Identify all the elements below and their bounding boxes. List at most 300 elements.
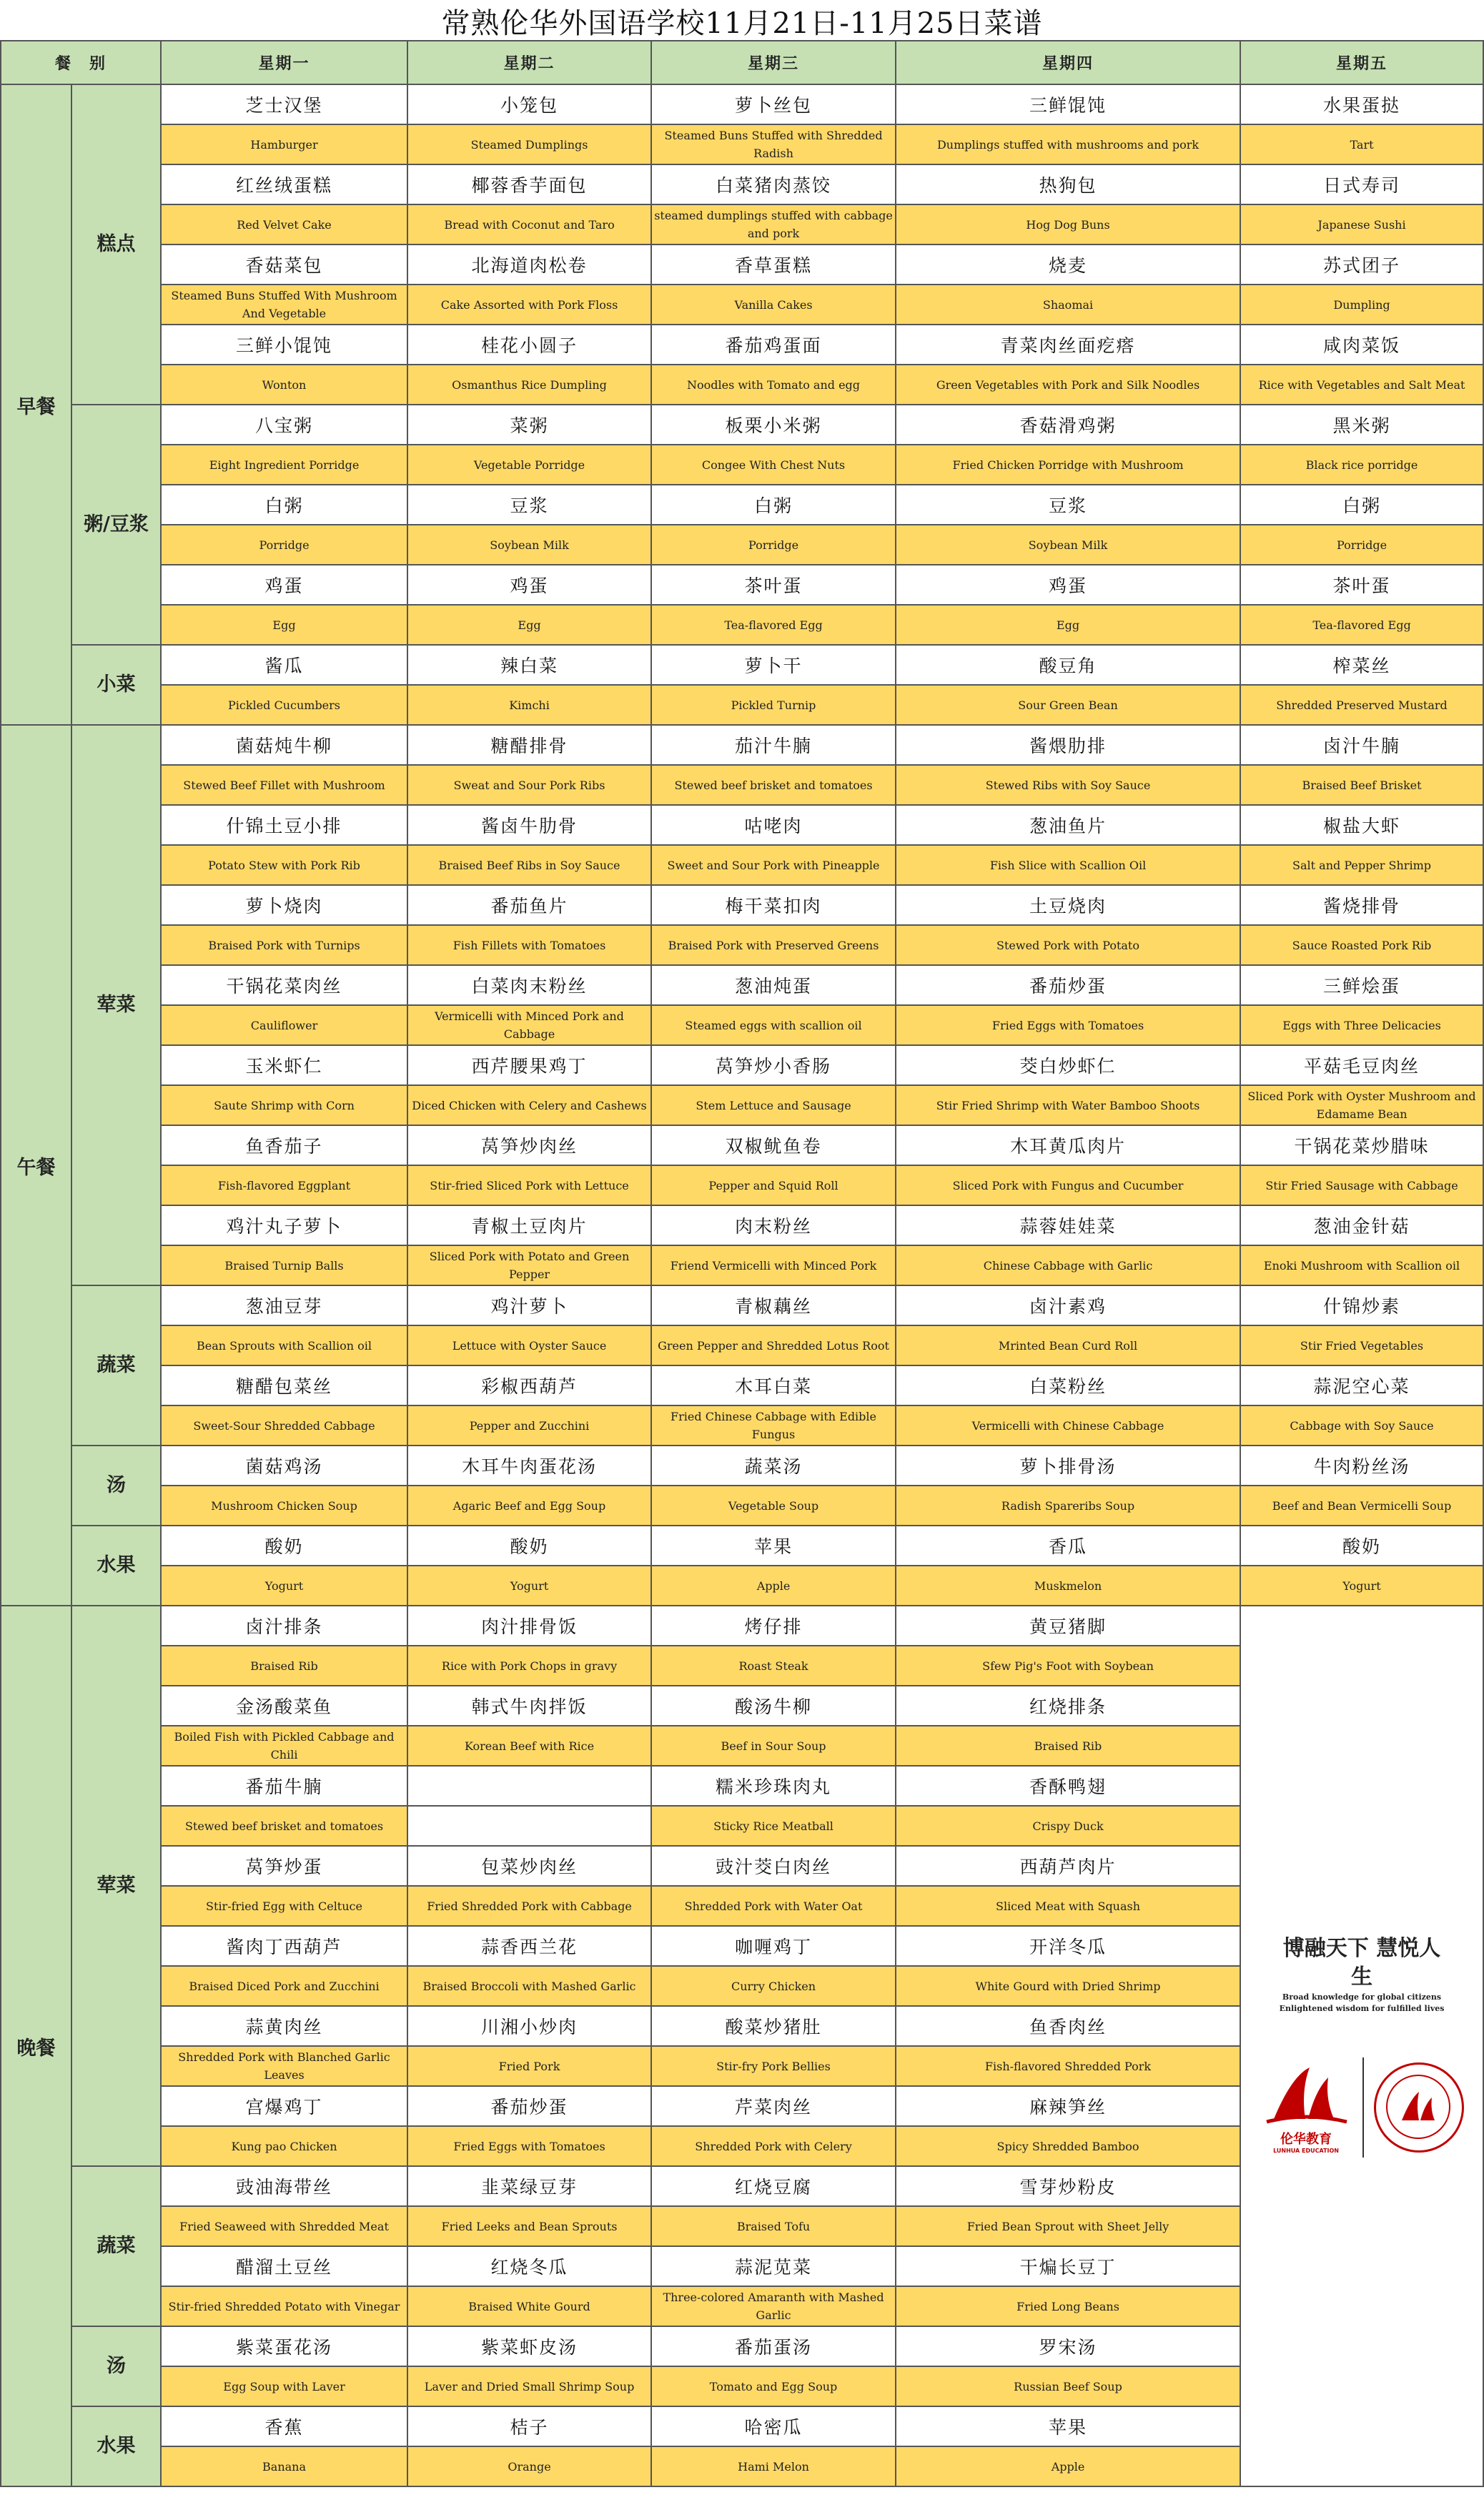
- dish-name-cn: 鸡蛋: [896, 565, 1240, 605]
- dish-name-cn: 木耳牛肉蛋花汤: [407, 1446, 651, 1486]
- menu-row-cn: [1, 244, 1483, 285]
- dish-name-cn: 梅干菜扣肉: [651, 885, 896, 925]
- dish-name-en: Stewed beef brisket and tomatoes: [161, 1806, 407, 1846]
- dish-name-cn: 北海道肉松卷: [407, 244, 651, 285]
- dish-name-en: Cabbage with Soy Sauce: [1240, 1405, 1483, 1446]
- dish-name-cn: 红烧豆腐: [651, 2166, 896, 2206]
- dish-name-en: Fish Slice with Scallion Oil: [896, 845, 1240, 885]
- dish-name-cn: 韩式牛肉拌饭: [407, 1686, 651, 1726]
- dish-name-en: Fried Long Beans: [896, 2286, 1240, 2326]
- menu-row-en: [1, 285, 1483, 325]
- dish-name-en: Egg Soup with Laver: [161, 2366, 407, 2406]
- dish-name-cn: 西芹腰果鸡丁: [407, 1045, 651, 1085]
- dish-name-en: Salt and Pepper Shrimp: [1240, 845, 1483, 885]
- dish-name-en: Sliced Pork with Potato and Green Pepper: [407, 1245, 651, 1285]
- dish-name-en: White Gourd with Dried Shrimp: [896, 1966, 1240, 2006]
- dish-name-en: Yogurt: [407, 1566, 651, 1606]
- dish-name-cn: 红丝绒蛋糕: [161, 164, 407, 204]
- dish-name-cn: 鸡汁萝卜: [407, 1285, 651, 1325]
- brand-name-cn: 伦华教育: [1280, 2131, 1332, 2147]
- dish-name-cn: 白粥: [161, 485, 407, 525]
- dish-name-en: Eggs with Three Delicacies: [1240, 1005, 1483, 1045]
- dish-name-en: Saute Shrimp with Corn: [161, 1085, 407, 1125]
- dish-name-en: Vermicelli with Minced Pork and Cabbage: [407, 1005, 651, 1045]
- dish-name-cn: 茶叶蛋: [651, 565, 896, 605]
- dish-name-cn: 酱瓜: [161, 645, 407, 685]
- header-row: [1, 41, 1483, 84]
- dish-name-cn: 芝士汉堡: [161, 84, 407, 124]
- dish-name-cn: 莴笋炒小香肠: [651, 1045, 896, 1085]
- menu-row-en: [1, 1085, 1483, 1125]
- dish-name-en: Radish Spareribs Soup: [896, 1486, 1240, 1526]
- dish-name-en: Fried Leeks and Bean Sprouts: [407, 2206, 651, 2246]
- dish-name-cn: 辣白菜: [407, 645, 651, 685]
- dish-name-cn: 蒜黄肉丝: [161, 2006, 407, 2046]
- logo-block: [1242, 2057, 1481, 2158]
- dish-name-cn: 糖醋排骨: [407, 725, 651, 765]
- dish-name-cn: 香瓜: [896, 1526, 1240, 1566]
- dish-name-cn: 葱油豆芽: [161, 1285, 407, 1325]
- header-meal-label: 餐 别: [1, 41, 161, 84]
- dish-name-cn: 酸菜炒猪肚: [651, 2006, 896, 2046]
- dish-name-en: Black rice porridge: [1240, 445, 1483, 485]
- dish-name-cn: 香蕉: [161, 2406, 407, 2446]
- dish-name-en: steamed dumplings stuffed with cabbage and pork: [651, 204, 896, 244]
- dish-name-cn: 宫爆鸡丁: [161, 2086, 407, 2126]
- logo-divider: [1362, 2057, 1364, 2158]
- dish-name-cn: 蒜泥苋菜: [651, 2246, 896, 2286]
- dish-name-en: Japanese Sushi: [1240, 204, 1483, 244]
- dish-name-en: Sliced Meat with Squash: [896, 1886, 1240, 1926]
- dish-name-cn: 三鲜小馄饨: [161, 325, 407, 365]
- dish-name-cn: 萝卜干: [651, 645, 896, 685]
- dish-name-cn: 酱烧排骨: [1240, 885, 1483, 925]
- dish-name-en: Fish-flavored Shredded Pork: [896, 2046, 1240, 2086]
- dish-name-cn: 木耳白菜: [651, 1365, 896, 1405]
- dish-name-cn: 莴笋炒蛋: [161, 1846, 407, 1886]
- dish-name-en: Stir Fried Vegetables: [1240, 1325, 1483, 1365]
- dish-name-en: Kimchi: [407, 685, 651, 725]
- menu-row-en: [1, 1486, 1483, 1526]
- dish-name-cn: 肉末粉丝: [651, 1205, 896, 1245]
- slogan-en-2: Enlightened wisdom for fulfilled lives: [1279, 2004, 1445, 2013]
- dish-name-cn: 什锦土豆小排: [161, 805, 407, 845]
- dish-name-en: Sliced Pork with Oyster Mushroom and Edamame Bean: [1240, 1085, 1483, 1125]
- dish-name-cn: 番茄炒蛋: [407, 2086, 651, 2126]
- dish-name-en: Egg: [161, 605, 407, 645]
- dish-name-cn: 肉汁排骨饭: [407, 1606, 651, 1646]
- dish-name-cn: 彩椒西葫芦: [407, 1365, 651, 1405]
- dish-name-en: Hamburger: [161, 124, 407, 164]
- dish-name-cn: 鸡蛋: [161, 565, 407, 605]
- menu-row-cn: [1, 645, 1483, 685]
- dish-name-en: Wonton: [161, 365, 407, 405]
- dish-name-en: Braised Rib: [161, 1646, 407, 1686]
- category-label: 汤: [71, 1446, 161, 1526]
- dish-name-cn: 白菜猪肉蒸饺: [651, 164, 896, 204]
- dish-name-en: Dumpling: [1240, 285, 1483, 325]
- dish-name-en: Sfew Pig's Foot with Soybean: [896, 1646, 1240, 1686]
- dish-name-cn: 干锅花菜炒腊味: [1240, 1125, 1483, 1165]
- menu-row-cn: [1, 1606, 1483, 1646]
- dish-name-en: Porridge: [1240, 525, 1483, 565]
- dish-name-en: Bread with Coconut and Taro: [407, 204, 651, 244]
- header-day-5: 星期五: [1240, 41, 1483, 84]
- dish-name-en: Steamed Dumplings: [407, 124, 651, 164]
- dish-name-en: Porridge: [161, 525, 407, 565]
- dish-name-cn: 酸汤牛柳: [651, 1686, 896, 1726]
- dish-name-cn: 紫菜虾皮汤: [407, 2326, 651, 2366]
- dish-name-cn: 韭菜绿豆芽: [407, 2166, 651, 2206]
- dish-name-en: Stewed Beef Fillet with Mushroom: [161, 765, 407, 805]
- dish-name-cn: 番茄鱼片: [407, 885, 651, 925]
- dish-name-en: Stir Fried Sausage with Cabbage: [1240, 1165, 1483, 1205]
- dish-name-en: Sliced Pork with Fungus and Cucumber: [896, 1165, 1240, 1205]
- dish-name-cn: 酱肉丁西葫芦: [161, 1926, 407, 1966]
- dish-name-cn: 萝卜排骨汤: [896, 1446, 1240, 1486]
- dish-name-cn: 日式寿司: [1240, 164, 1483, 204]
- dish-name-en: Braised White Gourd: [407, 2286, 651, 2326]
- menu-row-en: [1, 525, 1483, 565]
- dish-name-cn: 豉汁茭白肉丝: [651, 1846, 896, 1886]
- sail-logo-icon: [1260, 2062, 1352, 2126]
- slogan-en-1: Broad knowledge for global citizens: [1282, 1992, 1442, 2002]
- dish-name-en: Apple: [651, 1566, 896, 1606]
- dish-name-cn: 卤汁素鸡: [896, 1285, 1240, 1325]
- dish-name-en: Pickled Turnip: [651, 685, 896, 725]
- dish-name-cn: 紫菜蛋花汤: [161, 2326, 407, 2366]
- dish-name-en: Shaomai: [896, 285, 1240, 325]
- dish-name-cn: 木耳黄瓜肉片: [896, 1125, 1240, 1165]
- dish-name-cn: 苏式团子: [1240, 244, 1483, 285]
- dish-name-en: Stir Fried Shrimp with Water Bamboo Shoots: [896, 1085, 1240, 1125]
- dish-name-cn: 番茄鸡蛋面: [651, 325, 896, 365]
- dish-name-en: Tart: [1240, 124, 1483, 164]
- dish-name-en: Muskmelon: [896, 1566, 1240, 1606]
- lunhua-logo: [1260, 2062, 1352, 2154]
- dish-name-en: Stir-fried Sliced Pork with Lettuce: [407, 1165, 651, 1205]
- dish-name-en: Mushroom Chicken Soup: [161, 1486, 407, 1526]
- menu-row-en: [1, 1566, 1483, 1606]
- dish-name-en: Russian Beef Soup: [896, 2366, 1240, 2406]
- dish-name-en: Friend Vermicelli with Minced Pork: [651, 1245, 896, 1285]
- dish-name-en: Steamed eggs with scallion oil: [651, 1005, 896, 1045]
- dish-name-en: Stem Lettuce and Sausage: [651, 1085, 896, 1125]
- dish-name-cn: 黄豆猪脚: [896, 1606, 1240, 1646]
- menu-row-cn: [1, 1446, 1483, 1486]
- dish-name-en: Steamed Buns Stuffed with Shredded Radish: [651, 124, 896, 164]
- dish-name-en: Stir-fried Egg with Celtuce: [161, 1886, 407, 1926]
- menu-row-cn: [1, 1205, 1483, 1245]
- header-day-4: 星期四: [896, 41, 1240, 84]
- dish-name-en: Stewed Pork with Potato: [896, 925, 1240, 965]
- dish-name-en: [407, 1806, 651, 1846]
- dish-name-cn: 烤仔排: [651, 1606, 896, 1646]
- dish-name-cn: 蔬菜汤: [651, 1446, 896, 1486]
- menu-row-cn: [1, 485, 1483, 525]
- dish-name-cn: 开洋冬瓜: [896, 1926, 1240, 1966]
- dish-name-en: Korean Beef with Rice: [407, 1726, 651, 1766]
- dish-name-en: Hami Melon: [651, 2446, 896, 2486]
- menu-row-en: [1, 845, 1483, 885]
- dish-name-en: Kung pao Chicken: [161, 2126, 407, 2166]
- menu-row-cn: [1, 885, 1483, 925]
- dish-name-en: Orange: [407, 2446, 651, 2486]
- dish-name-cn: 豉油海带丝: [161, 2166, 407, 2206]
- dish-name-cn: 糖醋包菜丝: [161, 1365, 407, 1405]
- menu-row-cn: [1, 1125, 1483, 1165]
- dish-name-en: Agaric Beef and Egg Soup: [407, 1486, 651, 1526]
- dish-name-en: Pepper and Zucchini: [407, 1405, 651, 1446]
- dish-name-en: Stir-fry Pork Bellies: [651, 2046, 896, 2086]
- menu-row-cn: [1, 325, 1483, 365]
- dish-name-cn: 豆浆: [407, 485, 651, 525]
- page-title: 常熟伦华外国语学校11月21日-11月25日菜谱: [441, 7, 1043, 40]
- dish-name-cn: 包菜炒肉丝: [407, 1846, 651, 1886]
- dish-name-cn: 咸肉菜饭: [1240, 325, 1483, 365]
- menu-table: [0, 40, 1484, 2487]
- menu-row-en: [1, 445, 1483, 485]
- menu-row-cn: [1, 565, 1483, 605]
- dish-name-cn: 番茄蛋汤: [651, 2326, 896, 2366]
- dish-name-en: Pickled Cucumbers: [161, 685, 407, 725]
- dish-name-cn: 卤汁排条: [161, 1606, 407, 1646]
- dish-name-en: Fried Eggs with Tomatoes: [407, 2126, 651, 2166]
- dish-name-en: Potato Stew with Pork Rib: [161, 845, 407, 885]
- dish-name-en: Braised Tofu: [651, 2206, 896, 2246]
- meal-label-lunch: 午餐: [1, 725, 71, 1606]
- dish-name-en: Beef and Bean Vermicelli Soup: [1240, 1486, 1483, 1526]
- dish-name-cn: 桂花小圆子: [407, 325, 651, 365]
- menu-row-en: [1, 1245, 1483, 1285]
- dish-name-cn: 番茄牛腩: [161, 1766, 407, 1806]
- dish-name-cn: 干锅花菜肉丝: [161, 965, 407, 1005]
- dish-name-cn: 茶叶蛋: [1240, 565, 1483, 605]
- dish-name-cn: 鱼香茄子: [161, 1125, 407, 1165]
- dish-name-cn: 烧麦: [896, 244, 1240, 285]
- dish-name-en: Bean Sprouts with Scallion oil: [161, 1325, 407, 1365]
- seal-sail-icon: [1398, 2089, 1440, 2125]
- dish-name-en: Beef in Sour Soup: [651, 1726, 896, 1766]
- dish-name-en: Boiled Fish with Pickled Cabbage and Chili: [161, 1726, 407, 1766]
- dish-name-en: Fried Chicken Porridge with Mushroom: [896, 445, 1240, 485]
- dish-name-en: Curry Chicken: [651, 1966, 896, 2006]
- dish-name-cn: 菌菇炖牛柳: [161, 725, 407, 765]
- meal-label-breakfast: 早餐: [1, 84, 71, 725]
- dish-name-cn: 萝卜丝包: [651, 84, 896, 124]
- dish-name-en: Fish-flavored Eggplant: [161, 1165, 407, 1205]
- menu-row-en: [1, 765, 1483, 805]
- dish-name-en: Lettuce with Oyster Sauce: [407, 1325, 651, 1365]
- menu-row-cn: [1, 1285, 1483, 1325]
- dish-name-en: Sweat and Sour Pork Ribs: [407, 765, 651, 805]
- dish-name-cn: 白粥: [651, 485, 896, 525]
- menu-row-en: [1, 925, 1483, 965]
- dish-name-cn: 八宝粥: [161, 405, 407, 445]
- dish-name-cn: 卤汁牛腩: [1240, 725, 1483, 765]
- dish-name-cn: 罗宋汤: [896, 2326, 1240, 2366]
- dish-name-en: Stewed beef brisket and tomatoes: [651, 765, 896, 805]
- dish-name-cn: [407, 1766, 651, 1806]
- dish-name-en: Laver and Dried Small Shrimp Soup: [407, 2366, 651, 2406]
- dish-name-en: Rice with Vegetables and Salt Meat: [1240, 365, 1483, 405]
- dish-name-en: Shredded Pork with Blanched Garlic Leaves: [161, 2046, 407, 2086]
- menu-row-cn: [1, 84, 1483, 124]
- menu-row-cn: [1, 1526, 1483, 1566]
- dish-name-en: Osmanthus Rice Dumpling: [407, 365, 651, 405]
- dish-name-cn: 糯米珍珠肉丸: [651, 1766, 896, 1806]
- dish-name-en: Fried Seaweed with Shredded Meat: [161, 2206, 407, 2246]
- dish-name-cn: 土豆烧肉: [896, 885, 1240, 925]
- dish-name-en: Egg: [896, 605, 1240, 645]
- dish-name-en: Shredded Pork with Celery: [651, 2126, 896, 2166]
- dish-name-cn: 酸奶: [161, 1526, 407, 1566]
- dish-name-en: Sticky Rice Meatball: [651, 1806, 896, 1846]
- dish-name-cn: 牛肉粉丝汤: [1240, 1446, 1483, 1486]
- slogan: [1276, 1935, 1448, 2015]
- dish-name-cn: 水果蛋挞: [1240, 84, 1483, 124]
- dish-name-cn: 西葫芦肉片: [896, 1846, 1240, 1886]
- dish-name-en: Tea-flavored Egg: [1240, 605, 1483, 645]
- dish-name-cn: 青椒藕丝: [651, 1285, 896, 1325]
- dish-name-en: Dumplings stuffed with mushrooms and pork: [896, 124, 1240, 164]
- category-label: 蔬菜: [71, 2166, 161, 2326]
- dish-name-cn: 川湘小炒肉: [407, 2006, 651, 2046]
- dish-name-cn: 什锦炒素: [1240, 1285, 1483, 1325]
- menu-row-cn: [1, 965, 1483, 1005]
- dish-name-en: Fried Shredded Pork with Cabbage: [407, 1886, 651, 1926]
- dish-name-cn: 菌菇鸡汤: [161, 1446, 407, 1486]
- slogan-cn: 博融天下 慧悦人生: [1282, 1936, 1441, 1990]
- dish-name-cn: 葱油鱼片: [896, 805, 1240, 845]
- dish-name-cn: 菜粥: [407, 405, 651, 445]
- dish-name-en: Hog Dog Buns: [896, 204, 1240, 244]
- dish-name-en: Green Vegetables with Pork and Silk Noodles: [896, 365, 1240, 405]
- menu-row-cn: [1, 164, 1483, 204]
- dish-name-cn: 板栗小米粥: [651, 405, 896, 445]
- dish-name-en: Vermicelli with Chinese Cabbage: [896, 1405, 1240, 1446]
- dish-name-cn: 茭白炒虾仁: [896, 1045, 1240, 1085]
- menu-row-en: [1, 605, 1483, 645]
- dish-name-en: Braised Diced Pork and Zucchini: [161, 1966, 407, 2006]
- dish-name-en: Soybean Milk: [407, 525, 651, 565]
- menu-row-en: [1, 1005, 1483, 1045]
- dish-name-en: Sour Green Bean: [896, 685, 1240, 725]
- dish-name-en: Braised Broccoli with Mashed Garlic: [407, 1966, 651, 2006]
- dish-name-en: Diced Chicken with Celery and Cashews: [407, 1085, 651, 1125]
- dish-name-en: Yogurt: [161, 1566, 407, 1606]
- brand-name-en: LUNHUA EDUCATION: [1273, 2147, 1339, 2154]
- dish-name-en: Braised Pork with Turnips: [161, 925, 407, 965]
- category-label: 水果: [71, 2406, 161, 2486]
- meal-label-dinner: 晚餐: [1, 1606, 71, 2486]
- dish-name-en: Chinese Cabbage with Garlic: [896, 1245, 1240, 1285]
- menu-row-cn: [1, 405, 1483, 445]
- dish-name-cn: 鸡蛋: [407, 565, 651, 605]
- menu-row-en: [1, 1405, 1483, 1446]
- dish-name-en: Porridge: [651, 525, 896, 565]
- header-day-3: 星期三: [651, 41, 896, 84]
- dish-name-cn: 豆浆: [896, 485, 1240, 525]
- dish-name-en: Vegetable Porridge: [407, 445, 651, 485]
- school-seal: [1374, 2062, 1464, 2153]
- dish-name-cn: 干煸长豆丁: [896, 2246, 1240, 2286]
- dish-name-cn: 热狗包: [896, 164, 1240, 204]
- dish-name-cn: 蒜香西兰花: [407, 1926, 651, 1966]
- dish-name-en: Sweet-Sour Shredded Cabbage: [161, 1405, 407, 1446]
- dish-name-cn: 香酥鸭翅: [896, 1766, 1240, 1806]
- dish-name-cn: 蒜蓉娃娃菜: [896, 1205, 1240, 1245]
- category-label: 糕点: [71, 84, 161, 405]
- dish-name-cn: 金汤酸菜鱼: [161, 1686, 407, 1726]
- branding-panel: [1240, 1606, 1483, 2486]
- dish-name-cn: 番茄炒蛋: [896, 965, 1240, 1005]
- dish-name-cn: 桔子: [407, 2406, 651, 2446]
- dish-name-en: Three-colored Amaranth with Mashed Garlic: [651, 2286, 896, 2326]
- dish-name-en: Fried Chinese Cabbage with Edible Fungus: [651, 1405, 896, 1446]
- menu-row-en: [1, 124, 1483, 164]
- dish-name-en: Pepper and Squid Roll: [651, 1165, 896, 1205]
- dish-name-en: Red Velvet Cake: [161, 204, 407, 244]
- dish-name-en: Cauliflower: [161, 1005, 407, 1045]
- dish-name-en: Green Pepper and Shredded Lotus Root: [651, 1325, 896, 1365]
- dish-name-cn: 哈密瓜: [651, 2406, 896, 2446]
- dish-name-en: Mrinted Bean Curd Roll: [896, 1325, 1240, 1365]
- dish-name-cn: 三鲜烩蛋: [1240, 965, 1483, 1005]
- dish-name-cn: 葱油炖蛋: [651, 965, 896, 1005]
- dish-name-en: Braised Pork with Preserved Greens: [651, 925, 896, 965]
- dish-name-en: Steamed Buns Stuffed With Mushroom And Vegetable: [161, 285, 407, 325]
- dish-name-en: Soybean Milk: [896, 525, 1240, 565]
- menu-row-en: [1, 1325, 1483, 1365]
- dish-name-cn: 蒜泥空心菜: [1240, 1365, 1483, 1405]
- dish-name-cn: 雪芽炒粉皮: [896, 2166, 1240, 2206]
- dish-name-cn: 双椒鱿鱼卷: [651, 1125, 896, 1165]
- dish-name-en: Vegetable Soup: [651, 1486, 896, 1526]
- menu-row-cn: [1, 725, 1483, 765]
- dish-name-en: Cake Assorted with Pork Floss: [407, 285, 651, 325]
- dish-name-en: Fried Pork: [407, 2046, 651, 2086]
- dish-name-cn: 椒盐大虾: [1240, 805, 1483, 845]
- dish-name-en: Fish Fillets with Tomatoes: [407, 925, 651, 965]
- dish-name-cn: 香菇菜包: [161, 244, 407, 285]
- dish-name-en: Braised Turnip Balls: [161, 1245, 407, 1285]
- category-label: 水果: [71, 1526, 161, 1606]
- dish-name-en: Braised Rib: [896, 1726, 1240, 1766]
- dish-name-en: Tomato and Egg Soup: [651, 2366, 896, 2406]
- category-label: 蔬菜: [71, 1285, 161, 1446]
- dish-name-en: Noodles with Tomato and egg: [651, 365, 896, 405]
- dish-name-cn: 醋溜土豆丝: [161, 2246, 407, 2286]
- dish-name-en: Roast Steak: [651, 1646, 896, 1686]
- dish-name-cn: 葱油金针菇: [1240, 1205, 1483, 1245]
- menu-row-en: [1, 1165, 1483, 1205]
- dish-name-cn: 香草蛋糕: [651, 244, 896, 285]
- dish-name-en: Fried Eggs with Tomatoes: [896, 1005, 1240, 1045]
- dish-name-cn: 红烧排条: [896, 1686, 1240, 1726]
- dish-name-cn: 青椒土豆肉片: [407, 1205, 651, 1245]
- dish-name-en: Spicy Shredded Bamboo: [896, 2126, 1240, 2166]
- menu-row-cn: [1, 1365, 1483, 1405]
- dish-name-cn: 莴笋炒肉丝: [407, 1125, 651, 1165]
- dish-name-cn: 苹果: [651, 1526, 896, 1566]
- header-day-2: 星期二: [407, 41, 651, 84]
- dish-name-cn: 鸡汁丸子萝卜: [161, 1205, 407, 1245]
- dish-name-en: Shredded Preserved Mustard: [1240, 685, 1483, 725]
- dish-name-cn: 小笼包: [407, 84, 651, 124]
- dish-name-en: Egg: [407, 605, 651, 645]
- dish-name-cn: 酱煨肋排: [896, 725, 1240, 765]
